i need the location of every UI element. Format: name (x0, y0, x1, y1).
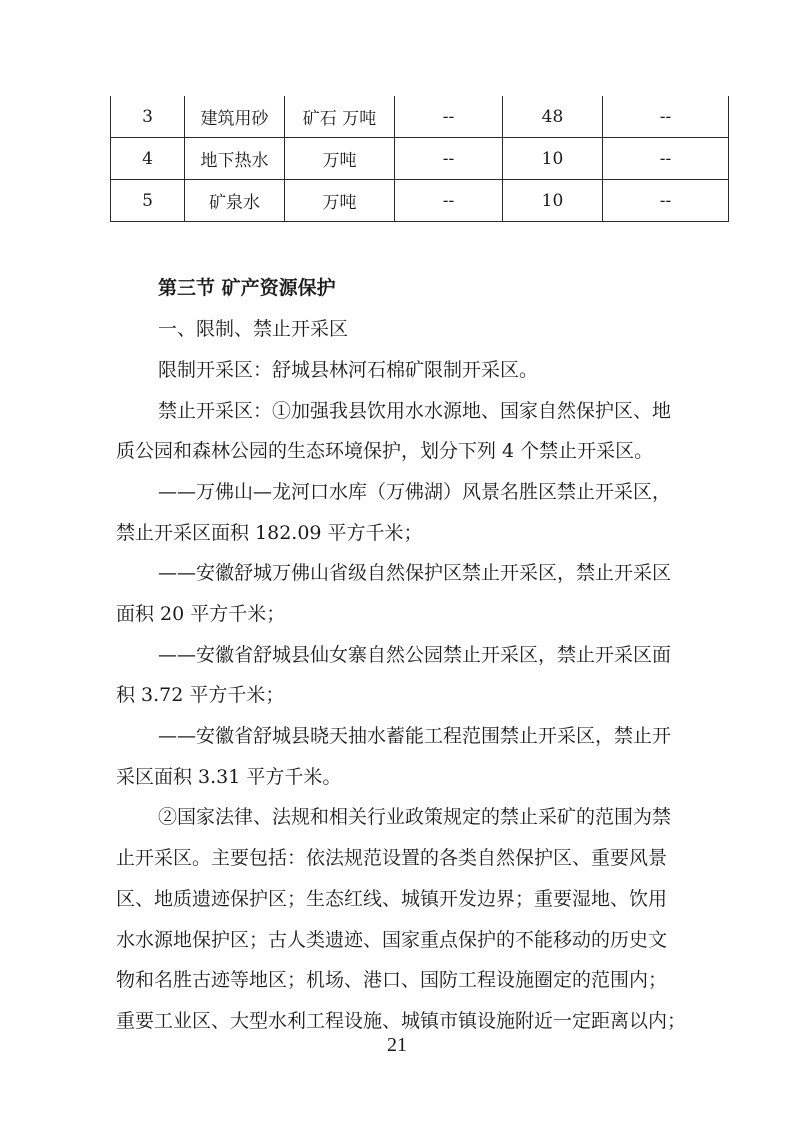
table-cell: 48 (503, 96, 603, 138)
table-cell: 矿石 万吨 (285, 96, 395, 138)
table-cell: -- (603, 96, 729, 138)
table-cell: -- (395, 96, 503, 138)
table-cell: 矿泉水 (185, 180, 285, 222)
table-row (111, 96, 729, 138)
table-cell: 10 (503, 138, 603, 180)
table-cell: -- (395, 180, 503, 222)
paragraph-line: 采区面积 3.31 平方千米。 (116, 766, 342, 788)
table-cell: 5 (111, 180, 185, 222)
section-title: 第三节 矿产资源保护 (158, 277, 336, 299)
mineral-table (110, 96, 729, 222)
paragraph-line: 积 3.72 平方千米； (116, 684, 285, 706)
table-cell: 4 (111, 138, 185, 180)
paragraph-line: ②国家法律、法规和相关行业政策规定的禁止采矿的范围为禁 (158, 806, 672, 828)
paragraph-line: ——安徽舒城万佛山省级自然保护区禁止开采区，禁止开采区 (158, 562, 672, 584)
table-cell: -- (603, 138, 729, 180)
paragraph-line: 禁止开采区面积 182.09 平方千米； (116, 522, 423, 544)
paragraph-line: 限制开采区：舒城县林河石棉矿限制开采区。 (158, 359, 539, 381)
table-cell: 万吨 (285, 138, 395, 180)
paragraph-line: ——万佛山—龙河口水库（万佛湖）风景名胜区禁止开采区， (158, 481, 672, 503)
table-cell: 3 (111, 96, 185, 138)
table-cell: 地下热水 (185, 138, 285, 180)
table-cell: 建筑用砂 (185, 96, 285, 138)
table-cell: 万吨 (285, 180, 395, 222)
table-row (111, 138, 729, 180)
paragraph-line: 重要工业区、大型水利工程设施、城镇市镇设施附近一定距离以内； (116, 1010, 687, 1032)
paragraph-line: 物和名胜古迹等地区；机场、港口、国防工程设施圈定的范围内； (116, 969, 668, 991)
paragraph-line: 质公园和森林公园的生态环境保护，划分下列 4 个禁止开采区。 (116, 440, 654, 462)
table-cell: 10 (503, 180, 603, 222)
section-subtitle: 一、限制、禁止开采区 (158, 318, 349, 340)
paragraph-line: 止开采区。主要包括：依法规范设置的各类自然保护区、重要风景 (116, 847, 668, 869)
table-row (111, 180, 729, 222)
paragraph-line: ——安徽省舒城县晓天抽水蓄能工程范围禁止开采区，禁止开 (158, 725, 672, 747)
paragraph-line: 区、地质遗迹保护区；生态红线、城镇开发边界；重要湿地、饮用 (116, 888, 668, 910)
paragraph-line: ——安徽省舒城县仙女寨自然公园禁止开采区，禁止开采区面 (158, 644, 672, 666)
paragraph-line: 面积 20 平方千米； (116, 603, 286, 625)
table-cell: -- (603, 180, 729, 222)
table-cell: -- (395, 138, 503, 180)
page-number: 21 (387, 1034, 407, 1056)
paragraph-line: 水水源地保护区；古人类遗迹、国家重点保护的不能移动的历史文 (116, 929, 668, 951)
paragraph-line: 禁止开采区：①加强我县饮用水水源地、国家自然保护区、地 (158, 400, 672, 422)
